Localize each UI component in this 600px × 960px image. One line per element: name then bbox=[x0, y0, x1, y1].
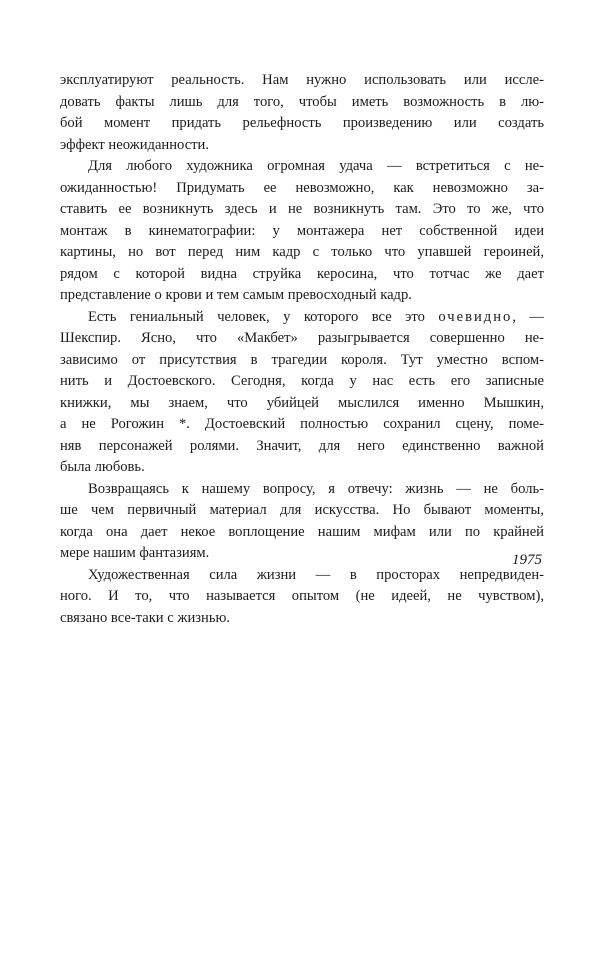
body-text bbox=[60, 70, 544, 629]
text-line: бой момент придать рельефность произведению или создать bbox=[60, 115, 544, 131]
text-line: а не Рогожин *. Достоевский полностью сохранил сцену, поме- bbox=[60, 416, 544, 432]
paragraph-1 bbox=[60, 70, 544, 156]
text-line: Возвращаясь к нашему вопросу, я отвечу: жизнь — не боль- bbox=[88, 480, 544, 497]
text-line: эффект неожиданности. bbox=[60, 136, 210, 153]
text-line: ше чем первичный материал для искусства. Но бывают моменты, bbox=[60, 502, 544, 518]
paragraph-4 bbox=[60, 479, 544, 565]
text-line: монтаж в кинематографии: у монтажера нет собственной идеи bbox=[60, 222, 544, 239]
text-line: представление о крови и тем самым превосходный кадр. bbox=[60, 287, 412, 303]
date-line: 1975 bbox=[512, 552, 542, 568]
text-line: эксплуатируют реальность. Нам нужно использовать или иссле- bbox=[60, 72, 544, 88]
text-line: книжки, мы знаем, что убийцей мыслился именно Мышкин, bbox=[60, 394, 544, 411]
paragraph-2 bbox=[60, 156, 544, 307]
text-line: связано все-таки с жизнью. bbox=[60, 609, 231, 626]
spaced-word: очевидно bbox=[438, 308, 513, 325]
text-line: Для любого художника огромная удача — встретиться с не- bbox=[88, 158, 544, 174]
text-line: ожиданностью! Придумать ее невозможно, как невозможно за- bbox=[60, 179, 544, 196]
text-line: мере нашим фантазиям. bbox=[60, 545, 210, 561]
text-line: зависимо от присутствия в трагедии короля. Тут уместно вспом- bbox=[60, 351, 544, 368]
text-line: была любовь. bbox=[60, 459, 145, 475]
text-line: картины, но вот перед ним кадр с только что упавшей героиней, bbox=[60, 244, 544, 260]
text-run: Есть гениальный человек, у которого все это bbox=[88, 308, 439, 325]
text-run: , — bbox=[512, 308, 544, 325]
paragraph-3 bbox=[60, 307, 544, 479]
text-line bbox=[60, 307, 544, 329]
text-line: когда она дает некое воплощение нашим мифам или по крайней bbox=[60, 523, 544, 540]
text-line: няв персонажей ролями. Значит, для него единственно важной bbox=[60, 437, 544, 454]
text-line: ного. И то, что называется опытом (не идеей, не чувством), bbox=[60, 588, 544, 604]
text-line: ставить ее возникнуть здесь и не возникнуть там. Это то же, что bbox=[60, 201, 544, 217]
text-line: довать факты лишь для того, чтобы иметь возможность в лю- bbox=[60, 93, 544, 110]
text-line: рядом с которой видна струйка керосина, что тотчас же дает bbox=[60, 265, 544, 282]
text-line: нить и Достоевского. Сегодня, когда у нас есть его записные bbox=[60, 373, 544, 389]
text-line: Художественная сила жизни — в просторах непредвиден- bbox=[88, 566, 544, 583]
text-line: Шекспир. Ясно, что «Макбет» разыгрывается совершенно не- bbox=[60, 330, 544, 346]
paragraph-5 bbox=[60, 565, 544, 630]
